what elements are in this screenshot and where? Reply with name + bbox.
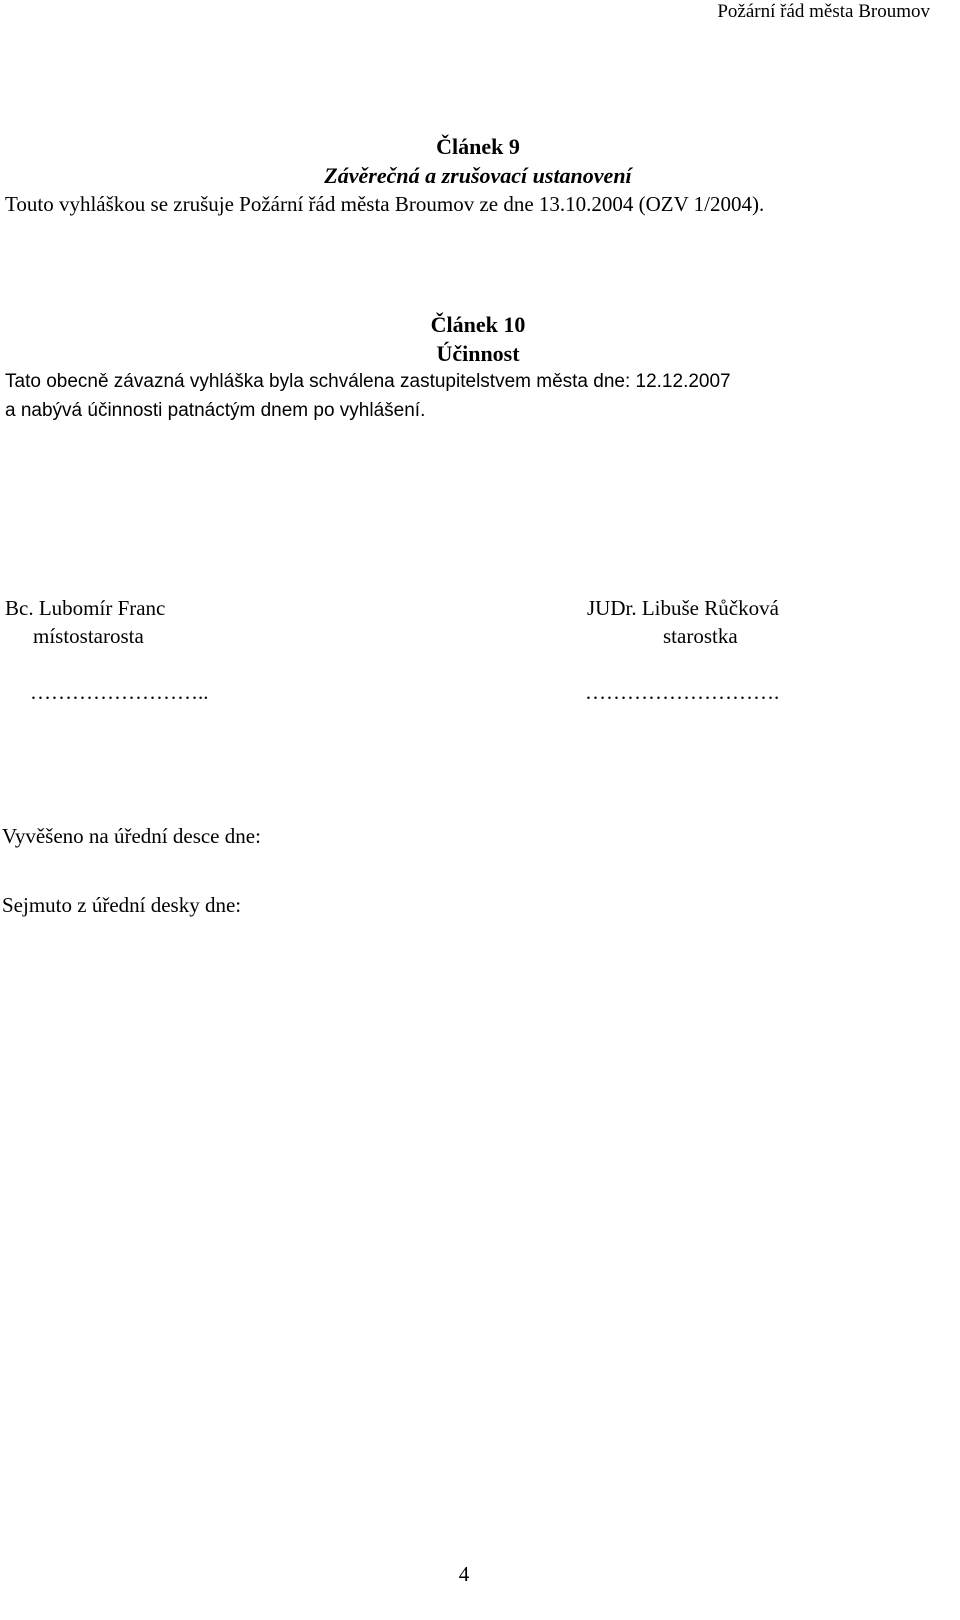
article-10-title: Účinnost xyxy=(436,341,520,366)
running-header: Požární řád města Broumov xyxy=(717,1,930,22)
signatory-left-signature-line: …………………….. xyxy=(30,680,209,704)
posted-on-board-label: Vyvěšeno na úřední desce dne: xyxy=(2,824,261,848)
signatory-left-role: místostarosta xyxy=(33,624,144,648)
article-10-text-line-2: a nabývá účinnosti patnáctým dnem po vyhlášení. xyxy=(5,400,426,421)
article-10-text-line-1: Tato obecně závazná vyhláška byla schválena zastupitelstvem města dne: 12.12.2007 xyxy=(5,371,731,392)
article-10-number: Článek 10 xyxy=(430,312,526,337)
article-9-number: Článek 9 xyxy=(436,134,520,159)
article-9-text: Touto vyhláškou se zrušuje Požární řád města Broumov ze dne 13.10.2004 (OZV 1/2004). xyxy=(5,192,765,216)
signatory-left-name: Bc. Lubomír Franc xyxy=(5,596,166,620)
signatory-right-role: starostka xyxy=(663,624,738,648)
removed-from-board-label: Sejmuto z úřední desky dne: xyxy=(2,893,242,917)
signatory-right-signature-line: ………………………. xyxy=(585,680,780,704)
article-9-title: Závěrečná a zrušovací ustanovení xyxy=(324,163,632,188)
signatory-right-name: JUDr. Libuše Růčková xyxy=(587,596,779,620)
page-number: 4 xyxy=(458,1562,470,1586)
